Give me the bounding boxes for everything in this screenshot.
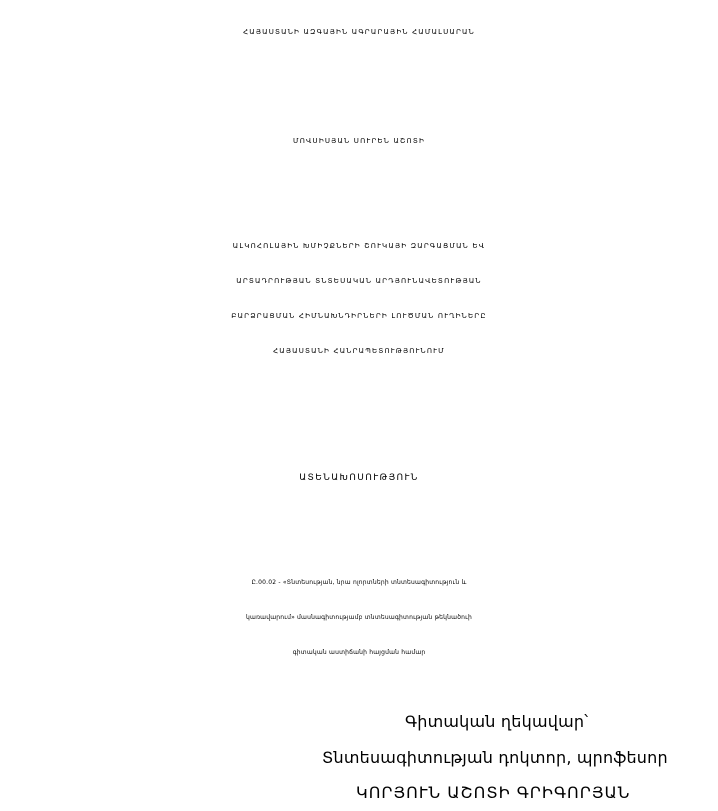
university-name: ՀԱՅԱՍՏԱՆԻ ԱԶԳԱՅԻՆ ԱԳՐԱՐԱՅԻՆ ՀԱՄԱԼՍԱՐԱՆ [243, 28, 475, 36]
document-type: ԱՏԵՆԱԽՈՍՈՒԹՅՈՒՆ [299, 473, 419, 483]
advisor-degree: Տնտեսագիտության դոկտոր, պրոֆեսոր [322, 748, 668, 767]
specialty-line: կառավարում» մասնագիտությամբ տնտեսագիտության թեկնածուի [246, 614, 472, 621]
advisor-label: Գիտական ղեկավար՝ [405, 712, 589, 731]
thesis-title-line: ՀԱՅԱՍՏԱՆԻ ՀԱՆՐԱՊԵՏՈՒԹՅՈՒՆՈՒՄ [273, 347, 445, 355]
thesis-title-line: ԱՐՏԱԴՐՈՒԹՅԱՆ ՏՆՏԵՍԱԿԱՆ ԱՐԴՅՈՒՆԱՎԵՏՈՒԹՅԱՆ [236, 277, 482, 285]
specialty-line: գիտական աստիճանի հայցման համար [292, 649, 426, 656]
advisor-name: ԿՈՐՅՈՒՆ ԱՇՈՏԻ ԳՐԻԳՈՐՅԱՆ [356, 783, 631, 802]
specialty-line: Ը.00.02 - «Տնտեսության, նրա ոլորտների տնտեսագիտություն և [251, 579, 467, 586]
author-name: ՄՈՎՍԻՍՅԱՆ ՍՈՒՐԵՆ ԱՇՈՏԻ [292, 137, 426, 145]
thesis-title-line: ԱԼԿՈՀՈԼԱՅԻՆ ԽՄԻՉՔՆԵՐԻ ՇՈՒԿԱՅԻ ԶԱՐԳԱՑՄԱՆ ԵՎ [232, 242, 486, 250]
thesis-title-line: ԲԱՐՁՐԱՑՄԱՆ ՀԻՄՆԱԽՆԴԻՐՆԵՐԻ ԼՈՒԾՄԱՆ ՈՒՂԻՆԵՐԸ [231, 312, 487, 320]
